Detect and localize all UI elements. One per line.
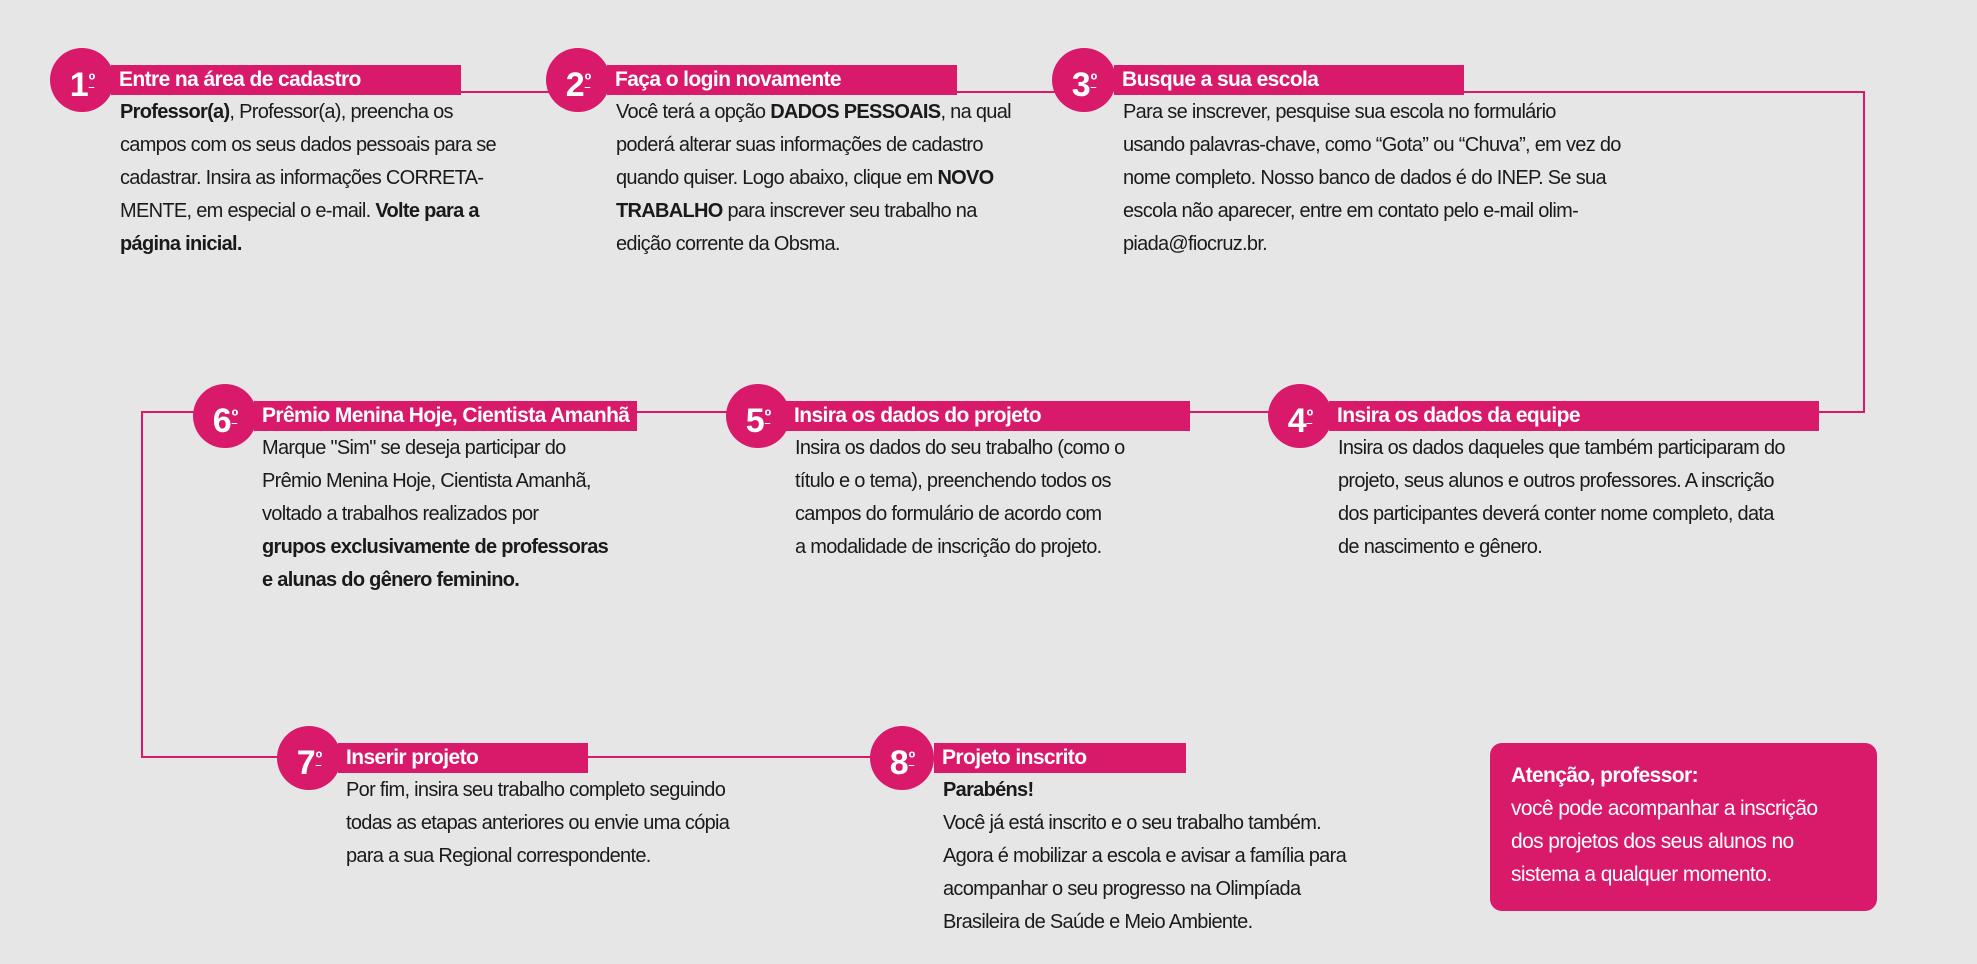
description-line xyxy=(616,129,1046,162)
description-line xyxy=(616,195,1046,228)
text: de nascimento e gênero. xyxy=(1338,536,1543,558)
text: MENTE, em especial o e-mail. xyxy=(120,200,376,222)
attention-callout xyxy=(1490,743,1877,911)
text: a modalidade de inscrição do projeto. xyxy=(795,536,1102,558)
step-title: Prêmio Menina Hoje, Cientista Amanhã xyxy=(254,401,637,431)
step-description xyxy=(262,432,692,597)
step-number-badge: $6^º$ xyxy=(193,384,257,448)
description-line xyxy=(1338,498,1898,531)
text: edição corrente da Obsma. xyxy=(616,233,840,255)
step-number-badge: $8^º$ xyxy=(870,726,934,790)
text: , Professor(a), preencha os xyxy=(229,101,453,123)
text: piada@fiocruz.br. xyxy=(1123,233,1268,255)
step-number-badge: $3^º$ xyxy=(1052,48,1116,112)
description-line xyxy=(1338,432,1898,465)
text: dos participantes deverá conter nome completo, data xyxy=(1338,503,1774,525)
step-title: Insira os dados do projeto xyxy=(786,401,1190,431)
text: todas as etapas anteriores ou envie uma cópia xyxy=(346,812,730,834)
bold-text: Parabéns! xyxy=(943,779,1034,801)
bold-text: TRABALHO xyxy=(616,200,723,222)
text: Prêmio Menina Hoje, Cientista Amanhã, xyxy=(262,470,591,492)
description-line xyxy=(262,531,692,564)
description-line xyxy=(346,774,806,807)
description-line xyxy=(120,228,540,261)
attention-line: dos projetos dos seus alunos no xyxy=(1511,830,1794,853)
text: cadastrar. Insira as informações CORRETA- xyxy=(120,167,484,189)
description-line xyxy=(616,228,1046,261)
text: Brasileira de Saúde e Meio Ambiente. xyxy=(943,911,1253,933)
step-description xyxy=(1338,432,1898,564)
description-line xyxy=(346,840,806,873)
description-line xyxy=(943,873,1423,906)
text: Marque "Sim" se deseja participar do xyxy=(262,437,566,459)
text: para inscrever seu trabalho na xyxy=(722,200,977,222)
description-line xyxy=(616,96,1046,129)
description-line xyxy=(1123,162,1683,195)
step-title: Inserir projeto xyxy=(338,743,588,773)
description-line xyxy=(262,432,692,465)
text: Insira os dados do seu trabalho (como o xyxy=(795,437,1125,459)
description-line xyxy=(262,465,692,498)
description-line xyxy=(943,906,1423,939)
text: escola não aparecer, entre em contato pelo e-mail olim- xyxy=(1123,200,1579,222)
attention-line: você pode acompanhar a inscrição xyxy=(1511,797,1818,820)
bold-text: Professor(a) xyxy=(120,101,230,123)
description-line xyxy=(1123,228,1683,261)
step-title: Insira os dados da equipe xyxy=(1329,401,1819,431)
bold-text: NOVO xyxy=(937,167,994,189)
text: campos com os seus dados pessoais para se xyxy=(120,134,496,156)
description-line xyxy=(795,498,1225,531)
step-description xyxy=(120,96,540,261)
text: Agora é mobilizar a escola e avisar a família para xyxy=(943,845,1346,867)
bold-text: grupos exclusivamente de professoras xyxy=(262,536,609,558)
text: projeto, seus alunos e outros professores. A inscrição xyxy=(1338,470,1774,492)
description-line xyxy=(1123,195,1683,228)
text: voltado a trabalhos realizados por xyxy=(262,503,539,525)
step-description xyxy=(1123,96,1683,261)
description-line xyxy=(1338,465,1898,498)
text: Para se inscrever, pesquise sua escola no formulário xyxy=(1123,101,1556,123)
step-number-badge: $2^º$ xyxy=(546,48,610,112)
bold-text: Volte para a xyxy=(375,200,479,222)
step-number-badge: $4^º$ xyxy=(1268,384,1332,448)
description-line xyxy=(943,840,1423,873)
step-description xyxy=(795,432,1225,564)
step-description xyxy=(943,774,1423,939)
text: nome completo. Nosso banco de dados é do INEP. Se sua xyxy=(1123,167,1606,189)
attention-line: sistema a qualquer momento. xyxy=(1511,863,1772,886)
step-number-badge: $1^º$ xyxy=(50,48,114,112)
description-line xyxy=(1123,129,1683,162)
text: Por fim, insira seu trabalho completo seguindo xyxy=(346,779,726,801)
description-line xyxy=(943,807,1423,840)
text: título e o tema), preenchendo todos os xyxy=(795,470,1111,492)
description-line xyxy=(616,162,1046,195)
step-title: Entre na área de cadastro xyxy=(111,65,461,95)
description-line xyxy=(795,465,1225,498)
text: Você já está inscrito e o seu trabalho também. xyxy=(943,812,1322,834)
description-line xyxy=(943,774,1423,807)
description-line xyxy=(1123,96,1683,129)
text: acompanhar o seu progresso na Olimpíada xyxy=(943,878,1301,900)
step-number-badge: $5^º$ xyxy=(726,384,790,448)
text: Insira os dados daqueles que também participaram do xyxy=(1338,437,1785,459)
text: usando palavras-chave, como “Gota” ou “Chuva”, em vez do xyxy=(1123,134,1621,156)
description-line xyxy=(120,195,540,228)
text: campos do formulário de acordo com xyxy=(795,503,1102,525)
step-description xyxy=(346,774,806,873)
text: , na qual xyxy=(940,101,1011,123)
description-line xyxy=(120,162,540,195)
step-title: Faça o login novamente xyxy=(607,65,957,95)
step-title: Projeto inscrito xyxy=(934,743,1186,773)
description-line xyxy=(262,498,692,531)
bold-text: página inicial. xyxy=(120,233,242,255)
step-description xyxy=(616,96,1046,261)
text: Você terá a opção xyxy=(616,101,771,123)
step-title: Busque a sua escola xyxy=(1114,65,1464,95)
description-line xyxy=(120,96,540,129)
bold-text: DADOS PESSOAIS xyxy=(770,101,941,123)
attention-title: Atenção, professor: xyxy=(1511,764,1698,787)
description-line xyxy=(795,432,1225,465)
bold-text: e alunas do gênero feminino. xyxy=(262,569,520,591)
description-line xyxy=(120,129,540,162)
description-line xyxy=(795,531,1225,564)
step-number-badge: $7^º$ xyxy=(277,726,341,790)
text: poderá alterar suas informações de cadastro xyxy=(616,134,983,156)
text: para a sua Regional correspondente. xyxy=(346,845,651,867)
description-line xyxy=(346,807,806,840)
description-line xyxy=(262,564,692,597)
description-line xyxy=(1338,531,1898,564)
text: quando quiser. Logo abaixo, clique em xyxy=(616,167,938,189)
